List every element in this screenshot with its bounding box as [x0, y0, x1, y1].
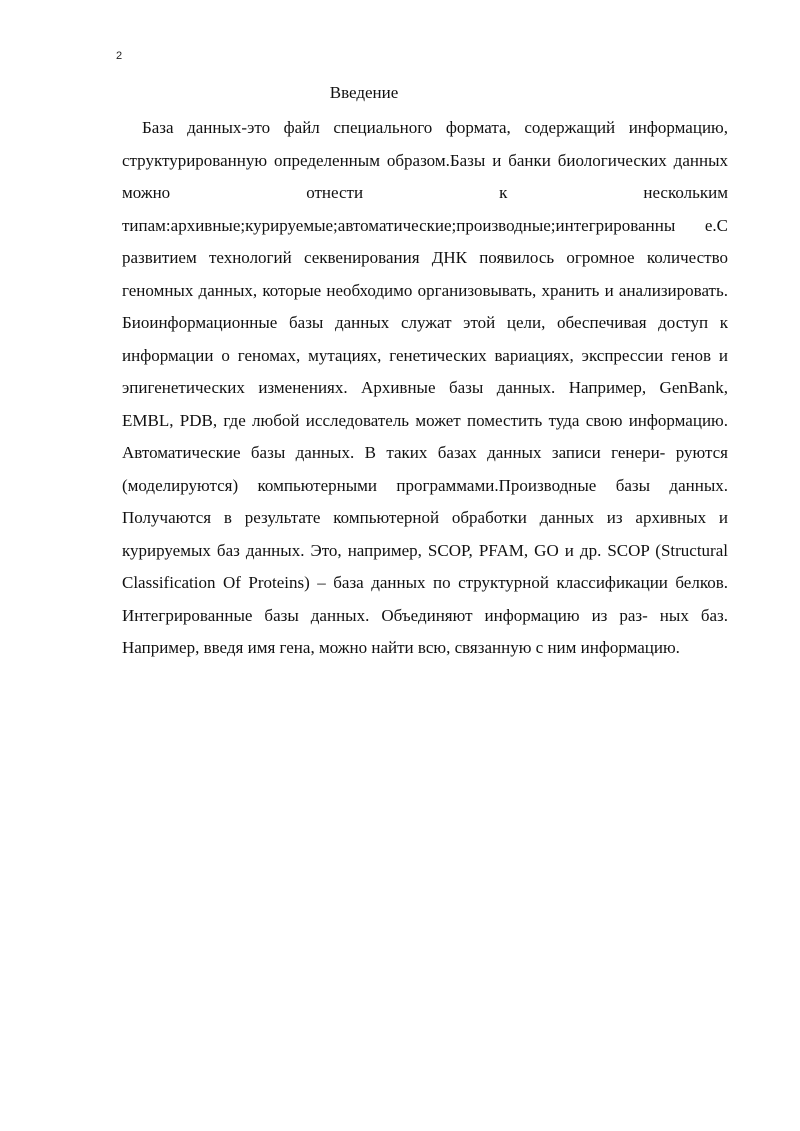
section-title: Введение: [329, 83, 399, 102]
body-paragraph: База данных-это файл специального формата, содержащий информацию, структурированную определенным образом.Базы и банки биологических данных можно отнести к нескольким типам:архивные;курируемые;автоматические;производные;интегрированны е.С развитием технологий секвенирования ДНК появилось огромное количество геномных данных, которые необходимо организовывать, хранить и анализировать. Биоинформационные базы данных служат этой цели, обеспечивая доступ к информации о геномах, мутациях, генетических вариациях, экспрессии генов и эпигенетических изменениях. Архивные базы данных. Например, GenBank, EMBL, PDB, где любой исследователь может поместить туда свою информацию. Автоматические базы данных. В таких базах данных записи генери- руются (моделируются) компьютерными программами.Производные базы данных. Получаются в результате компьютерной обработки данных из архивных и курируемых баз данных. Это, например, SCOP, PFAM, GO и др. SCOP (Structural Classification Of Proteins) – база данных по структурной классификации белков. Интегрированные базы данных. Объединяют информацию из раз- ных баз. Например, введя имя гена, можно найти всю, связанную с ним информацию.: [122, 118, 728, 657]
page-number: 2: [116, 50, 123, 62]
